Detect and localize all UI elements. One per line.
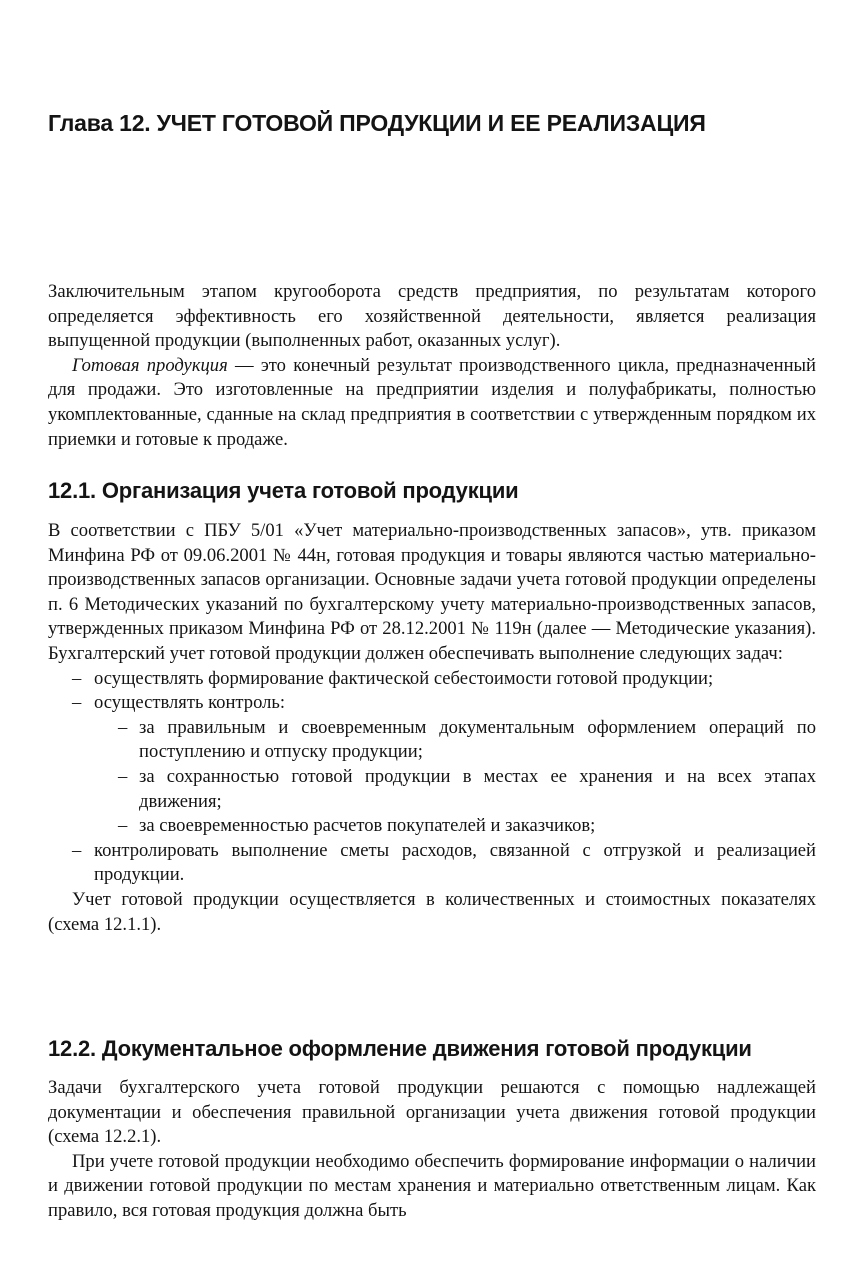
- intro-paragraph-1: Заключительным этапом кругооборота средств предприятия, по результатам которого определяется эффективность его хозяйственной деятельности, является реализация выпущенной продукции (выполненных работ, оказанных услуг).: [48, 281, 816, 352]
- section-2-paragraph-1: Задачи бухгалтерского учета готовой продукции решаются с помощью надлежащей документации и обеспечения правильной организации учета движения готовой продукции (схема 12.2.1).: [48, 1077, 816, 1148]
- task-list: [48, 667, 816, 888]
- section-2-title: 12.2. Документальное оформление движения готовой продукции: [48, 1036, 752, 1061]
- task-item: – осуществлять формирование фактической себестоимости готовой продукции;: [48, 667, 816, 692]
- task-item: – осуществлять контроль: – за правильным и своевременным документальным оформлением операций по поступлению и отпуску продукции; – за сохранностью готовой продукции в местах ее хранения и на всех этапах движения; – за своевременностью расчетов покупателей и заказчиков;: [48, 691, 816, 839]
- section-2-paragraph-2: При учете готовой продукции необходимо обеспечить формирование информации о наличии и движении готовой продукции по местам хранения и материально ответственным лицам. Как правило, вся готовая продукция должна быть: [48, 1150, 816, 1221]
- section-1-paragraph-1: В соответствии с ПБУ 5/01 «Учет материально-производственных запасов», утв. приказом Минфина РФ от 09.06.2001 № 44н, готовая продукция и товары являются частью материально-производственных запасов организации. Основные задачи учета готовой продукции определены п. 6 Методических указаний по бухгалтерскому учету материально-производственных запасов, утвержденных приказом Минфина РФ от 28.12.2001 № 119н (далее — Методические указания). Бухгалтерский учет готовой продукции должен обеспечивать выполнение следующих задач:: [48, 520, 816, 664]
- control-item: – за правильным и своевременным документальным оформлением операций по поступлению и отпуску продукции;: [94, 716, 816, 765]
- section-1-paragraph-2: Учет готовой продукции осуществляется в количественных и стоимостных показателях (схема 12.1.1).: [48, 888, 816, 935]
- section-2-body: [48, 1076, 816, 1224]
- chapter-title: Глава 12. УЧЕТ ГОТОВОЙ ПРОДУКЦИИ И ЕЕ РЕАЛИЗАЦИЯ: [48, 110, 706, 136]
- intro-paragraph-2: [48, 354, 816, 452]
- control-list: [94, 716, 816, 839]
- section-1-title: 12.1. Организация учета готовой продукции: [48, 478, 519, 503]
- control-item: – за сохранностью готовой продукции в местах ее хранения и на всех этапах движения;: [94, 765, 816, 814]
- intro-paragraph-2-text: — это конечный результат производственного цикла, предназначенный для продажи. Это изготовленные на предприятии изделия и полуфабрикаты, полностью укомплектованные, сданные на склад предприятия в соответствии с утвержденным порядком их приемки и готовые к продаже.: [48, 354, 816, 450]
- control-item: – за своевременностью расчетов покупателей и заказчиков;: [94, 814, 816, 839]
- term-finished-products: Готовая продукция: [72, 354, 228, 376]
- intro-block: [48, 280, 816, 452]
- section-1-body: [48, 519, 816, 937]
- task-item: – контролировать выполнение сметы расходов, связанной с отгрузкой и реализацией продукции.: [48, 839, 816, 888]
